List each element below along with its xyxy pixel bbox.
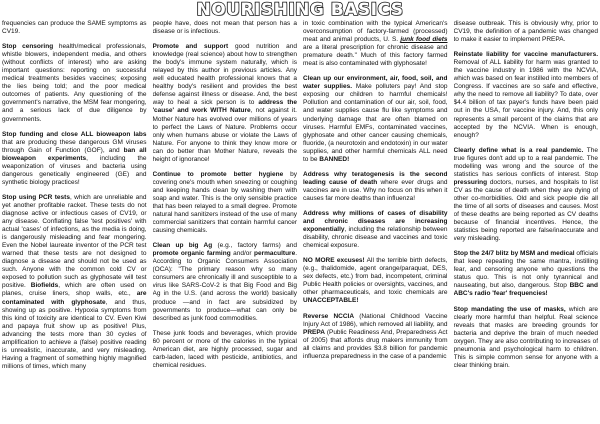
- bold-text: Clearly define what is a real pandemic.: [453, 146, 584, 154]
- bold-text: Promote and support: [152, 43, 229, 51]
- bold-text: Reverse NCCIA: [303, 312, 355, 320]
- text-run: which are clearly more harmful than helpful. Real science reveals that masks are breeding grounds for bacteria and deprive the brain of much needed oxygen. They are also contributing to increases of pneumonia and psychological harm to children. This is simple common sense for anyone with a clear thinking brain.: [453, 305, 598, 369]
- bold-text: Continue to promote better hygiene: [152, 170, 284, 178]
- bold-text: NO MORE excuses!: [303, 257, 365, 265]
- paragraph: [454, 20, 599, 44]
- text-run: , and thus, showing up as positive. Hypoxia symptoms from this kind of toxicity are identical to CV. Even Kiwi and papaya fruit show up as positive! Plus, advancing the tests more than 30 cycles of amplification to achieve a (false) positive reading is unrealistic, inaccurate, and very misleading. Having a fragment of something highly magnified millions of times, which many: [2, 298, 147, 370]
- bold-text: BBC and ABC's radio 'fear' frequencies!: [453, 282, 598, 298]
- paragraph: [2, 131, 147, 187]
- masthead: [0, 0, 600, 20]
- paragraph: [153, 330, 298, 370]
- paragraph: [153, 20, 298, 36]
- text-run: frequencies can produce the SAME symptoms as CV19.: [2, 20, 147, 36]
- text-run: , which are unreliable and yet another profitable racket. These tests do not diagnose active or infectious cases of CV19, or any disease. Conflating false 'test positives' with actual 'cases' of infections, as the media is doing, is dangerously misleading and fear mongering. Even the Nobel laureate inventor of the PCR test warned that these tests are not designed to diagnose a disease and should not be used as such. Anyone with the common cold CV or exposed to pollution such as glyphosate will test positive.: [2, 193, 147, 290]
- bold-text: Stop the 24/7 blitz by MSM and medical: [453, 250, 575, 258]
- text-run: These junk foods and beverages, which provide 60 percent or more of the calories in the typical American diet, are highly processed, sugar and carb-laden, laced with pesticide, antibiotics, and chemical residues.: [152, 329, 297, 369]
- bold-text: Stop mandating the use of masks,: [453, 305, 566, 313]
- text-run: disease outbreak. This is obviously why, prior to CV19, the definition of a pandemic was changed to make it easier to implement PREPA.: [453, 20, 598, 44]
- bold-text: permaculture: [254, 250, 296, 258]
- bold-text: junk food diets: [400, 36, 448, 44]
- paragraph: [303, 313, 448, 361]
- masthead-title: NOURISHING BASICS: [196, 0, 404, 20]
- paragraph: [454, 250, 599, 298]
- bold-text: Address why teratogenesis is the second leading cause of death: [303, 170, 448, 186]
- bold-text: BANNED!: [319, 155, 350, 163]
- text-run: officials that keep repeating the same mantra, instilling fear, and censoring anyone who questions the status quo. This is not only tyrannical and nauseating, but also, dangerous. Stop: [453, 250, 598, 290]
- text-run: and/or: [230, 250, 254, 258]
- bold-text: UNACCEPTABLE!: [303, 297, 359, 305]
- text-run: , not against it. Mother Nature has evolved over millions of years to perfect the Laws of Nature. Problems occur only when humans abuse or violate the Laws of Nature. For anyone to think they know more or can do better than Mother Nature, reveals the height of ignorance!: [152, 107, 297, 163]
- paragraph: [2, 20, 147, 36]
- bold-text: Stop censoring: [2, 43, 54, 51]
- column-3: [303, 20, 448, 424]
- text-run: . According to Organic Consumers Association (OCA): "The primary reason why so many consumers are chronically ill and susceptible to a virus like SARS-CoV-2 is that Big Food and Big Ag in the U.S. (and across the world) basically produce —and in fact are subsidized by governments to produce—what can only be described as junk food commodities.: [152, 250, 297, 322]
- text-run: (Public Readiness And, Preparedness Act of 2005) that affords drug makers immunity from all claims and provides $3.8 billion for pandemic influenza preparedness in the case of a pandemic: [303, 328, 448, 360]
- paragraph: [303, 75, 448, 164]
- paragraph: [303, 257, 448, 305]
- paragraph: [454, 51, 599, 140]
- bold-text: Reinstate liability for vaccine manufacturers.: [453, 51, 598, 59]
- paragraph: [2, 194, 147, 371]
- text-run: that are producing these dangerous GM viruses through Gain of Function (GOF), and: [2, 138, 147, 154]
- bold-text: are contaminated with glyphosate: [2, 290, 147, 306]
- text-run: are a literal prescription for chronic disease and premature death." Much of this factory farmed meat is also contaminated with glyphosate!: [303, 44, 448, 68]
- paragraph: [303, 171, 448, 203]
- paragraph: [454, 147, 599, 244]
- column-2: [153, 20, 298, 424]
- paragraph: [2, 43, 147, 123]
- bold-text: address the 'cause' and work WITH Nature: [152, 99, 297, 115]
- text-run: where ever drugs and vaccines are in use. Why no focus on this when it causes far more deaths than influenza!: [303, 178, 448, 202]
- bold-text: Clean up big Ag: [152, 242, 213, 250]
- bold-text: Address why millions of cases of disability and chronic diseases are increasing exponentially: [303, 209, 448, 234]
- bold-text: PREPA: [303, 328, 325, 336]
- text-run: doctors, nurses, and hospitals to list CV as the cause of death when they are dying of other co-morbidities. Old and sick people die all the time of all sorts of diseases and causes. Most of these deaths are being reported as CV deaths because of financial incentives. Hence, the statistics being reported are false/inaccurate and very misleading.: [453, 178, 598, 243]
- bold-text: pressuring: [453, 178, 488, 186]
- text-run: All the terrible birth defects, (e.g., thalidomide, agent orange/paraquat, DES, sex defects, etc.) from bad, incompetent, criminal Public Health policies or oversights, vaccines, and other pharmaceuticals, and toxic chemicals are: [303, 257, 448, 297]
- bold-text: Clean up our environment, air, food, soil, and water supplies.: [303, 75, 448, 91]
- text-run: people have, does not mean that person has a disease or is infectious.: [152, 20, 297, 36]
- article-columns: [2, 20, 598, 424]
- bold-text: Stop using PCR tests: [2, 193, 70, 201]
- paragraph: [303, 20, 448, 68]
- paragraph: [153, 171, 298, 235]
- text-run: , including the relationship between disability, chronic disease and vaccines and toxic chemical exposure.: [303, 226, 448, 250]
- text-run: (e.g., factory farms) and: [212, 242, 297, 250]
- text-run: , including the weaponization of viruses and bacteria using dangerous genetically engineered (GE) and synthetic biology practices!: [2, 154, 147, 186]
- text-run: by covering one's mouth when sneezing or coughing and keeping hands clean by washing them with soap and water. This is the only sensible practice that has been relayed to a small degree. Promote natural hand sanitizers instead of the use of many commercial sanitizers that contain harmful cancer causing chemicals.: [152, 170, 297, 235]
- text-run: (National Childhood Vaccine Injury Act of 1986), which removed all liability, and: [303, 312, 448, 328]
- column-4: [454, 20, 599, 424]
- bold-text: promote organic farming: [152, 250, 231, 258]
- paragraph: [153, 242, 298, 322]
- text-run: in toxic combination with the typical American's overconsumption of factory-farmed (processed) meat and animal products, U. S.: [303, 20, 448, 44]
- text-run: The true figures don't add up to a real pandemic. The modelling was wrong and the source of the statistics has serious conflicts of interest. Stop: [453, 146, 598, 178]
- column-1: [2, 20, 147, 424]
- bold-text: Stop funding and close ALL bioweapon labs: [2, 130, 147, 138]
- bold-text: ban all bioweapon experiments: [2, 146, 147, 162]
- paragraph: [153, 43, 298, 164]
- paragraph: [454, 306, 599, 370]
- paragraph: [303, 210, 448, 250]
- text-run: good nutrition and knowledge (real science) about how to strengthen the body's immune system naturally, which is relayed by this author in previous articles. Any well educated health professional knows that a healthy body's resilient and provides the best defense against illness or disease. And, the best way to heal a sick person is to: [152, 43, 297, 107]
- text-run: Removal of ALL liability for harm was granted to the vaccine industry in 1986 with the NCVIA, which was based on fear instilled into members of Congress. If vaccines are so safe and effective, why the need to remove all liability? To date, over $4.4 billion of tax payer's funds have been paid out in the USA, for vaccine injury. And, this only represents a small percent of the claims that are accepted by the NCVIA. When is enough, enough?: [453, 59, 598, 139]
- text-run: , which are often used on planes, cruise liners, shop walls, etc.,: [2, 282, 147, 298]
- text-run: health/medical professionals, whistle blowers, independent media, and others (without conflicts of interest) who are asking important questions: reporting on successful medical treatments besides vaccines; exposing the lies being told; and the poor medical outcomes of patients. Any questioning of the government's narrative, the MSM fear mongering, and a serious lack of due diligence by governments.: [2, 43, 147, 123]
- bold-text: Biofields: [30, 282, 59, 290]
- text-run: Make polluters pay! And stop exposing our children to harmful chemicals! Pollution and contamination of our air, soil, food, and water supplies cause flu like symptoms and underlying damage that are often blamed on viruses. Harmful EMFs, contaminated vaccines, glyphosate and other cancer causing chemicals, fluoride, (a neurotoxin and endotoxin) in our water supplies, and other harmful chemicals ALL need to be: [303, 83, 448, 163]
